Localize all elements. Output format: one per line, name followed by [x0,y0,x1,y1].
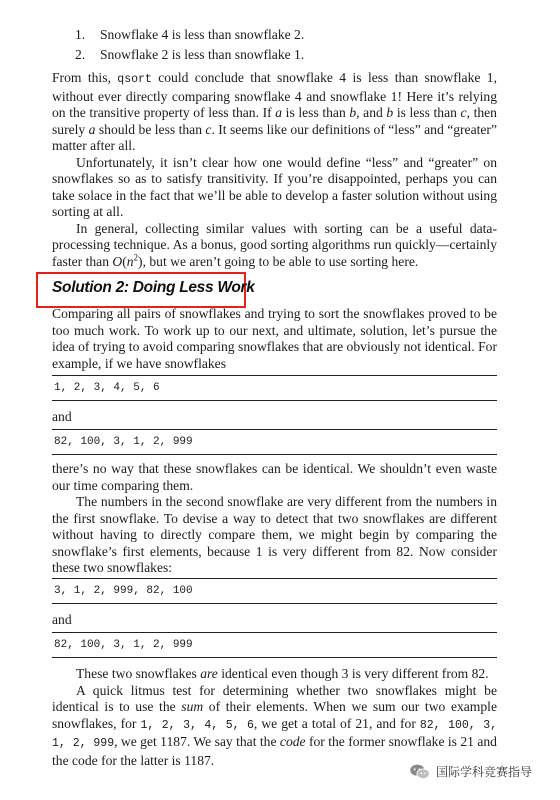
code-block: 82, 100, 3, 1, 2, 999 [52,429,497,455]
watermark-text: 国际学科竞赛指导 [436,765,533,779]
paragraph: The numbers in the second snowflake are very different from the numbers in the first snowflake. To devise a way to detect that two snowflakes are different without having to directly compare them, we might begin by comparing the snowflake’s first elements, because 1 is very different from 82. Now consider these two snowflakes: [52,494,497,575]
code-block: 1, 2, 3, 4, 5, 6 [52,375,497,401]
list-item-number: 2. [75,47,86,62]
code-block: 82, 100, 3, 1, 2, 999 [52,632,497,658]
inline-code: 82, 100, 3, 1, 2, 999 [52,718,497,750]
paragraph: there’s no way that these snowflakes can be identical. We shouldn’t even waste our time comparing them. [52,461,497,493]
code-block: 3, 1, 2, 999, 82, 100 [52,578,497,604]
body-text-block [52,70,497,270]
list-item-text: Snowflake 4 is less than snowflake 2. [100,27,305,42]
body-text-block [52,306,497,372]
paragraph: A quick litmus test for determining whether two snowflakes might be identical is to use the sum of their elements. When we sum our two example snowflakes, for 1, 2, 3, 4, 5, 6, we get a total of 21, and for 82, 100, 3, 1, 2, 999, we get 1187. We say that the code for the former snowflake is 21 and the code for the latter is 1187. [52,682,497,768]
list-item [75,47,495,64]
and-label: and [52,612,72,627]
list-item-number: 1. [75,27,86,42]
wechat-icon [409,764,431,780]
and-label: and [52,409,72,424]
inline-code: 1, 2, 3, 4, 5, 6 [140,718,254,732]
list-item-text: Snowflake 2 is less than snowflake 1. [100,47,305,62]
paragraph: In general, collecting similar values with sorting can be a useful data-processing technique. As a bonus, good sorting algorithms run quickly—certainly faster than $O(n^2)$, but we aren’t going to be able to use sorting here. [52,220,497,269]
paragraph: Unfortunately, it isn’t clear how one would define “less” and “greater” on snowflakes so as to satisfy transitivity. If you’re disappointed, perhaps you can take solace in the fact that we’ll be able to develop a faster solution without using sorting at all. [52,154,497,219]
section-heading: Solution 2: Doing Less Work [52,279,255,296]
inline-code: qsort [117,73,152,86]
list-item [75,27,495,44]
paragraph: Comparing all pairs of snowflakes and trying to sort the snowflakes proved to be too much work. To work up to our next, and ultimate, solution, let’s pursue the idea of trying to avoid comparing snowflakes that are obviously not identical. For example, if we have snowflakes [52,306,497,371]
body-text-block [52,461,497,577]
body-text-block [52,666,497,769]
watermark [405,762,536,783]
paragraph: These two snowflakes are identical even though 3 is very different from 82. [76,666,489,681]
paragraph: From this, qsort could conclude that snowflake 4 is less than snowflake 1, without ever directly comparing snowflake 4 and snowflake 1! Here it’s relying on the transitive property of less than. If a is less than b, and b is less than c, then surely a should be less than c. It seems like our definitions of “less” and “greater” matter after all. [52,70,497,153]
